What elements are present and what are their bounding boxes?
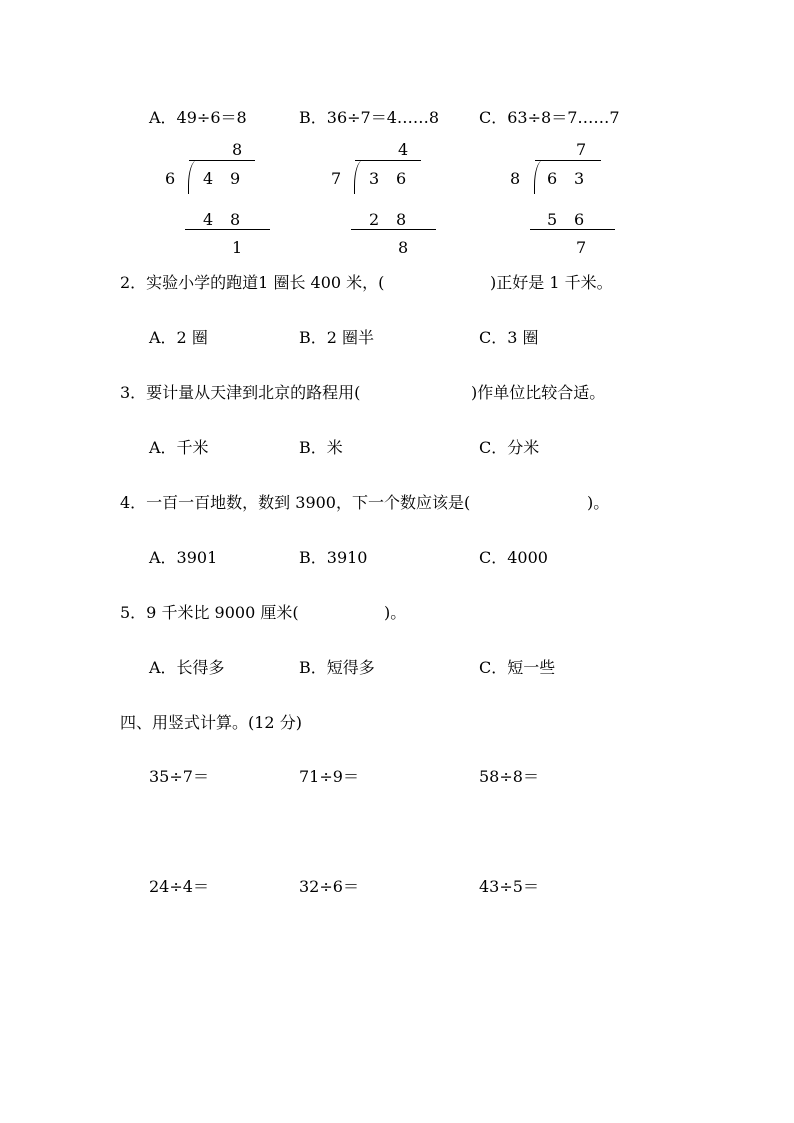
q5-option-c[interactable]: C．短一些 xyxy=(479,658,556,677)
q1-option-c[interactable]: C．63÷8＝7……7 xyxy=(479,108,620,127)
division-bar xyxy=(189,160,255,161)
quotient: 7 xyxy=(576,140,587,159)
division-bracket xyxy=(188,160,197,194)
question-2-stem-end: )正好是 1 千米。 xyxy=(490,273,613,292)
q3-option-c[interactable]: C．分米 xyxy=(479,438,540,457)
product-digit: 8 xyxy=(396,210,407,229)
calc-problem[interactable]: 71÷9＝ xyxy=(299,767,359,786)
q5-option-b[interactable]: B．短得多 xyxy=(299,658,375,677)
product-digit: 4 xyxy=(203,210,214,229)
dividend-digit: 4 xyxy=(203,169,214,188)
question-5-stem-end: )。 xyxy=(384,603,407,622)
q5-option-a[interactable]: A．长得多 xyxy=(149,658,225,677)
quotient: 8 xyxy=(232,140,243,159)
division-bracket xyxy=(534,160,543,194)
question-3-stem-end: )作单位比较合适。 xyxy=(471,383,606,402)
q4-option-a[interactable]: A．3901 xyxy=(149,548,218,567)
q3-option-b[interactable]: B．米 xyxy=(299,438,343,457)
calc-problem[interactable]: 32÷6＝ xyxy=(299,877,359,896)
dividend-digit: 9 xyxy=(230,169,241,188)
remainder: 1 xyxy=(232,238,243,257)
q3-option-a[interactable]: A．千米 xyxy=(149,438,209,457)
calc-problem[interactable]: 58÷8＝ xyxy=(479,767,539,786)
question-4-stem-end: )。 xyxy=(587,493,610,512)
dividend-digit: 3 xyxy=(369,169,380,188)
division-bracket xyxy=(354,160,363,194)
calc-problem[interactable]: 35÷7＝ xyxy=(149,767,209,786)
remainder: 8 xyxy=(398,238,409,257)
dividend-digit: 6 xyxy=(396,169,407,188)
question-5-stem-start: 5．9 千米比 9000 厘米( xyxy=(120,603,299,622)
product-digit: 5 xyxy=(547,210,558,229)
dividend-digit: 6 xyxy=(547,169,558,188)
section-4-heading: 四、用竖式计算。(12 分) xyxy=(120,713,302,732)
calc-problem[interactable]: 43÷5＝ xyxy=(479,877,539,896)
quotient: 4 xyxy=(398,140,409,159)
remainder: 7 xyxy=(576,238,587,257)
question-2-stem-start: 2．实验小学的跑道1 圈长 400 米，( xyxy=(120,273,385,292)
q4-option-b[interactable]: B．3910 xyxy=(299,548,368,567)
subtraction-line xyxy=(185,229,270,230)
question-3-stem-start: 3．要计量从天津到北京的路程用( xyxy=(120,383,361,402)
q2-option-a[interactable]: A．2 圈 xyxy=(149,328,208,347)
subtraction-line xyxy=(351,229,436,230)
subtraction-line xyxy=(530,229,615,230)
division-bar xyxy=(535,160,601,161)
question-4-stem-start: 4．一百一百地数，数到 3900，下一个数应该是( xyxy=(120,493,471,512)
product-digit: 6 xyxy=(574,210,585,229)
divisor: 7 xyxy=(331,169,342,188)
divisor: 6 xyxy=(165,169,176,188)
q2-option-b[interactable]: B．2 圈半 xyxy=(299,328,375,347)
division-bar xyxy=(355,160,421,161)
product-digit: 2 xyxy=(369,210,380,229)
divisor: 8 xyxy=(510,169,521,188)
q1-option-b[interactable]: B．36÷7＝4……8 xyxy=(299,108,440,127)
q4-option-c[interactable]: C．4000 xyxy=(479,548,548,567)
q2-option-c[interactable]: C．3 圈 xyxy=(479,328,539,347)
dividend-digit: 3 xyxy=(574,169,585,188)
q1-option-a[interactable]: A．49÷6＝8 xyxy=(149,108,247,127)
product-digit: 8 xyxy=(230,210,241,229)
calc-problem[interactable]: 24÷4＝ xyxy=(149,877,209,896)
